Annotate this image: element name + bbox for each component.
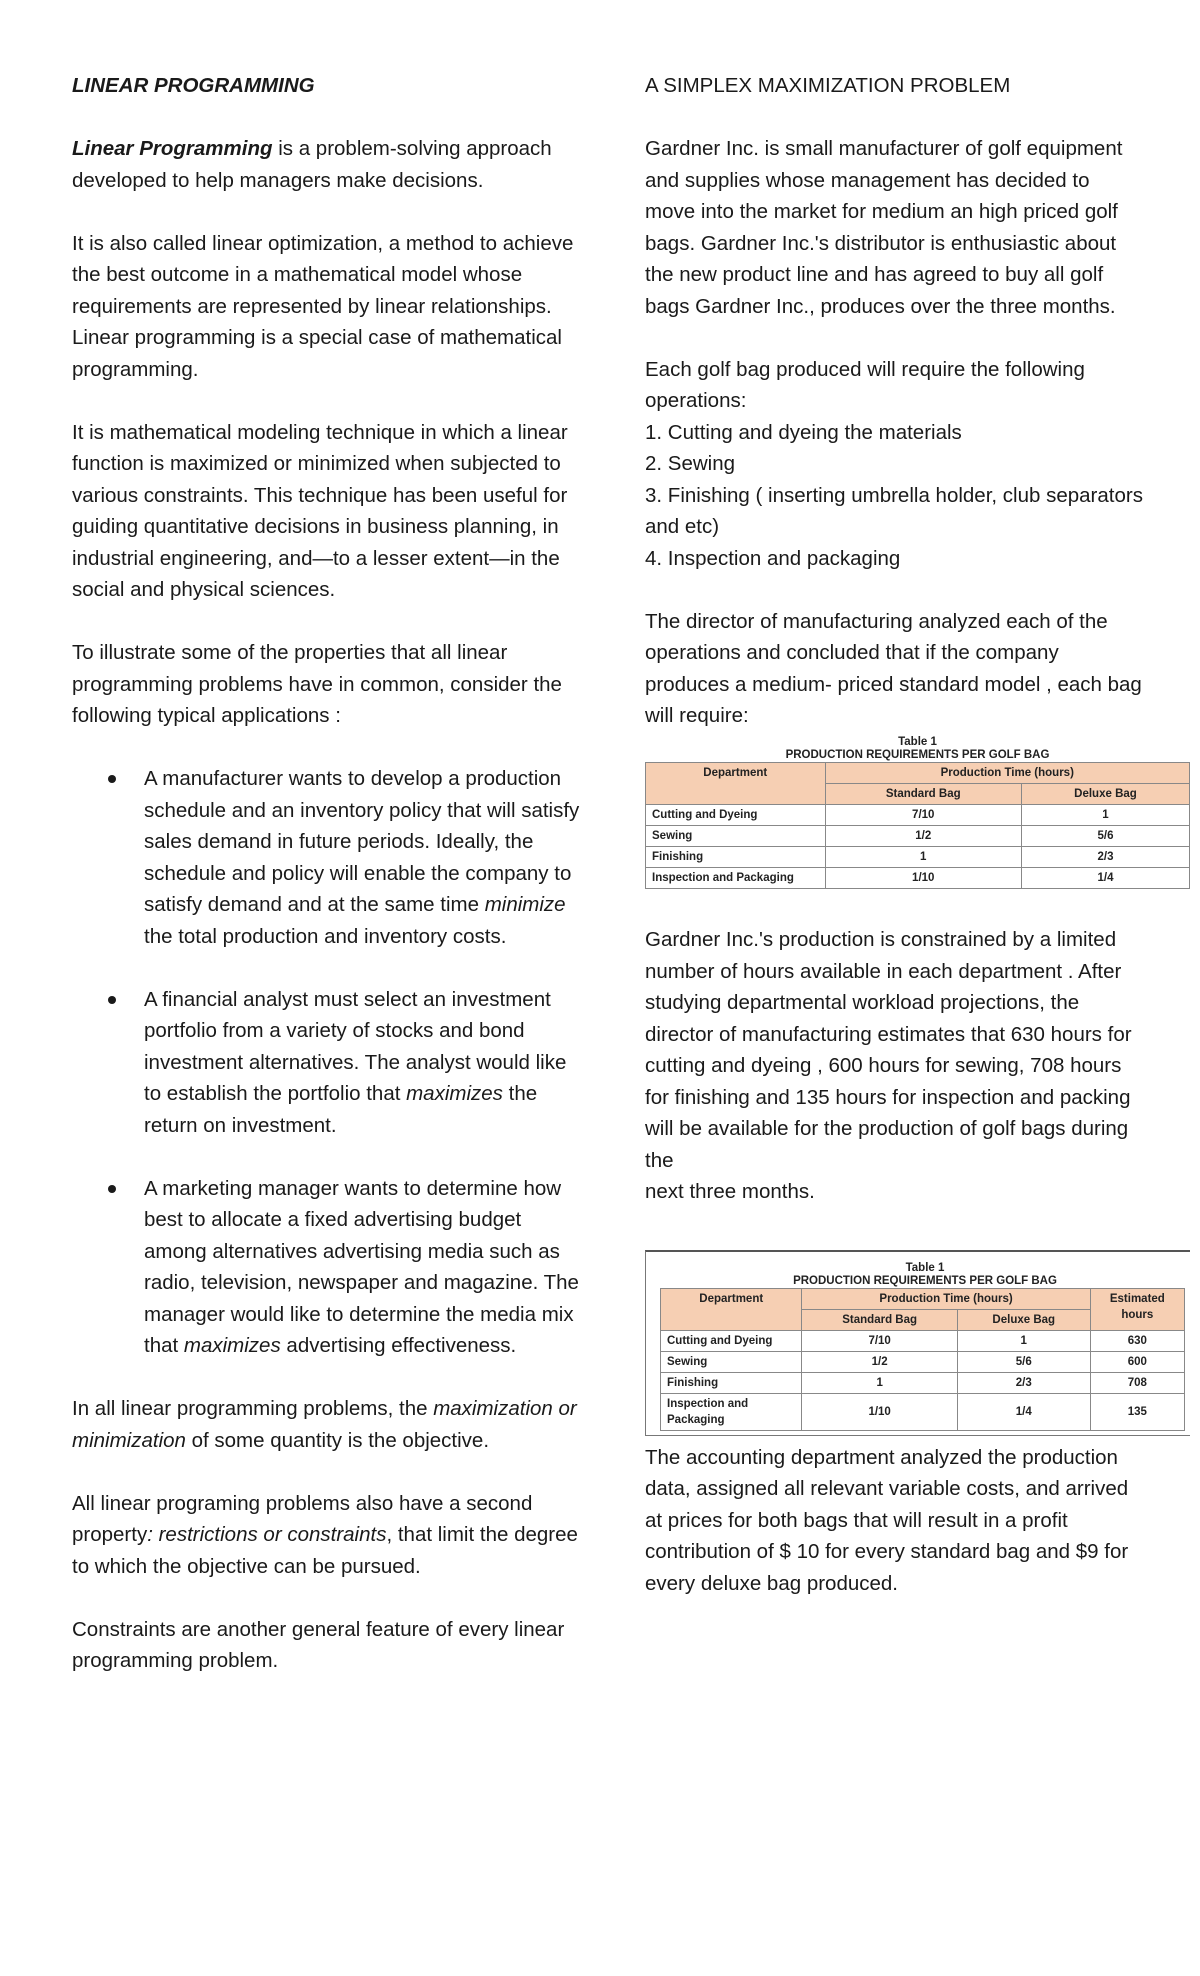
applications-intro: To illustrate some of the properties that all linear programming problems have in common, consider the following typical applications : bbox=[72, 641, 562, 727]
table-caption-number: Table 1 bbox=[905, 1261, 945, 1274]
table-caption-title: PRODUCTION REQUIREMENTS PER GOLF BAG bbox=[785, 748, 1050, 761]
list-item: A marketing manager wants to determine how best to allocate a fixed advertising budget among alternatives advertising media such as radio, television, newspaper and magazine. The manager would like to determine the media mix that maximizes advertising effectiveness. bbox=[72, 1173, 582, 1362]
linear-optimization-paragraph: It is also called linear optimization, a method to achieve the best outcome in a mathematical model whose requirements are represented by linear relationships. Linear programming is a special case of mathematical bbox=[72, 231, 574, 349]
list-item: A manufacturer wants to develop a production schedule and an inventory policy that will satisfy sales demand in future periods. Ideally, the schedule and policy will enable the company to satisfy demand and at the same time minimize the total production and inventory costs. bbox=[72, 763, 582, 952]
header-deluxe-bag: Deluxe Bag bbox=[1021, 783, 1189, 804]
production-constraints-paragraph-end: next three months. bbox=[645, 1180, 815, 1203]
objective-paragraph: In all linear programming problems, the maximization or minimization of some quantity is the objective. bbox=[72, 1397, 577, 1452]
operation-item: 4. Inspection and packaging bbox=[645, 546, 901, 570]
director-analysis: The director of manufacturing analyzed each of the operations and concluded that if the company produces a medium- priced standard model , each bag will require: bbox=[645, 609, 1142, 727]
lp-definition-text: is a problem-solving approach developed to help managers make decisions. bbox=[72, 137, 552, 192]
header-standard-bag: Standard Bag bbox=[825, 783, 1021, 804]
table-row: Cutting and Dyeing 7/10 1 630 bbox=[661, 1330, 1185, 1351]
constraints-property-paragraph: All linear programing problems also have a second property: restrictions or constraints, that limit the degree to which the objective can be pursued. bbox=[72, 1491, 578, 1578]
lp-definition bbox=[72, 133, 582, 196]
gardner-intro: Gardner Inc. is small manufacturer of golf equipment and supplies whose management has decided to move into the market for medium an high priced golf bags. Gardner Inc.'s distributor is enthusiastic about the new product line and has agreed to buy all golf bags Gardner Inc., produces over the three months. bbox=[645, 137, 1123, 318]
table-row: Inspection and Packaging 1/10 1/4 bbox=[646, 867, 1190, 888]
header-estimated-hours: Estimated hours bbox=[1090, 1288, 1184, 1330]
operations-intro: Each golf bag produced will require the following operations: bbox=[645, 357, 1085, 412]
header-production-time: Production Time (hours) bbox=[825, 762, 1189, 783]
requirements-grid bbox=[645, 762, 1190, 889]
table-row: Sewing 1/2 5/6 bbox=[646, 825, 1190, 846]
left-title: LINEAR PROGRAMMING bbox=[72, 74, 315, 97]
profit-contribution-paragraph: The accounting department analyzed the production data, assigned all relevant variable costs, and arrived at prices for both bags that will result in a profit contribution of $ 10 for every standard bag and $9 for every deluxe bag produced. bbox=[645, 1445, 1129, 1595]
header-department: Department bbox=[661, 1288, 802, 1330]
applications-list bbox=[72, 763, 582, 1362]
header-deluxe-bag: Deluxe Bag bbox=[957, 1309, 1090, 1330]
header-standard-bag: Standard Bag bbox=[802, 1309, 957, 1330]
production-constraints-paragraph: Gardner Inc.'s production is constrained by a limited number of hours available in each department . After studying departmental workload projections, the director of manufacturing estimates that 630 hours for cutting and dyeing , 600 hours for sewing, 708 hours for finishing and 135 hours for inspection and packing will be available for the production of golf bags during the bbox=[645, 928, 1132, 1172]
bullet-icon bbox=[108, 1185, 116, 1193]
operation-item: 2. Sewing bbox=[645, 452, 736, 475]
requirements-hours-grid bbox=[660, 1288, 1185, 1431]
table-caption-title: PRODUCTION REQUIREMENTS PER GOLF BAG bbox=[793, 1274, 1057, 1287]
header-production-time: Production Time (hours) bbox=[802, 1288, 1090, 1309]
right-column bbox=[645, 70, 1165, 1599]
list-item: A financial analyst must select an investment portfolio from a variety of stocks and bond investment alternatives. The analyst would like to establish the portfolio that maximizes the return on investment. bbox=[72, 984, 582, 1142]
linear-optimization-paragraph-end: programming. bbox=[72, 357, 199, 381]
operation-item: 1. Cutting and dyeing the materials bbox=[645, 420, 962, 444]
requirements-hours-table bbox=[645, 1250, 1190, 1436]
operation-item: 3. Finishing ( inserting umbrella holder, club separators and etc) bbox=[645, 483, 1143, 538]
constraints-feature-paragraph: Constraints are another general feature of every linear programming problem. bbox=[72, 1617, 565, 1672]
requirements-table bbox=[645, 736, 1190, 889]
table-row: Sewing 1/2 5/6 600 bbox=[661, 1351, 1185, 1372]
left-column bbox=[72, 70, 582, 1677]
table-row: Finishing 1 2/3 708 bbox=[661, 1372, 1185, 1393]
table-row: Cutting and Dyeing 7/10 1 bbox=[646, 804, 1190, 825]
modeling-technique-paragraph: It is mathematical modeling technique in which a linear function is maximized or minimized when subjected to various constraints. This technique has been useful for guiding quantitative decisions in business planning, in industrial engineering, and—to a lesser extent—in the social and physical sciences. bbox=[72, 420, 568, 601]
table-caption-number: Table 1 bbox=[898, 735, 937, 748]
lp-definition-term: Linear Programming bbox=[72, 137, 273, 160]
bullet-icon bbox=[108, 996, 116, 1004]
table-row: Finishing 1 2/3 bbox=[646, 846, 1190, 867]
table-row: Inspection and Packaging 1/10 1/4 135 bbox=[661, 1393, 1185, 1430]
header-department: Department bbox=[646, 762, 826, 804]
right-title: A SIMPLEX MAXIMIZATION PROBLEM bbox=[645, 74, 1011, 97]
bullet-icon bbox=[108, 775, 116, 783]
